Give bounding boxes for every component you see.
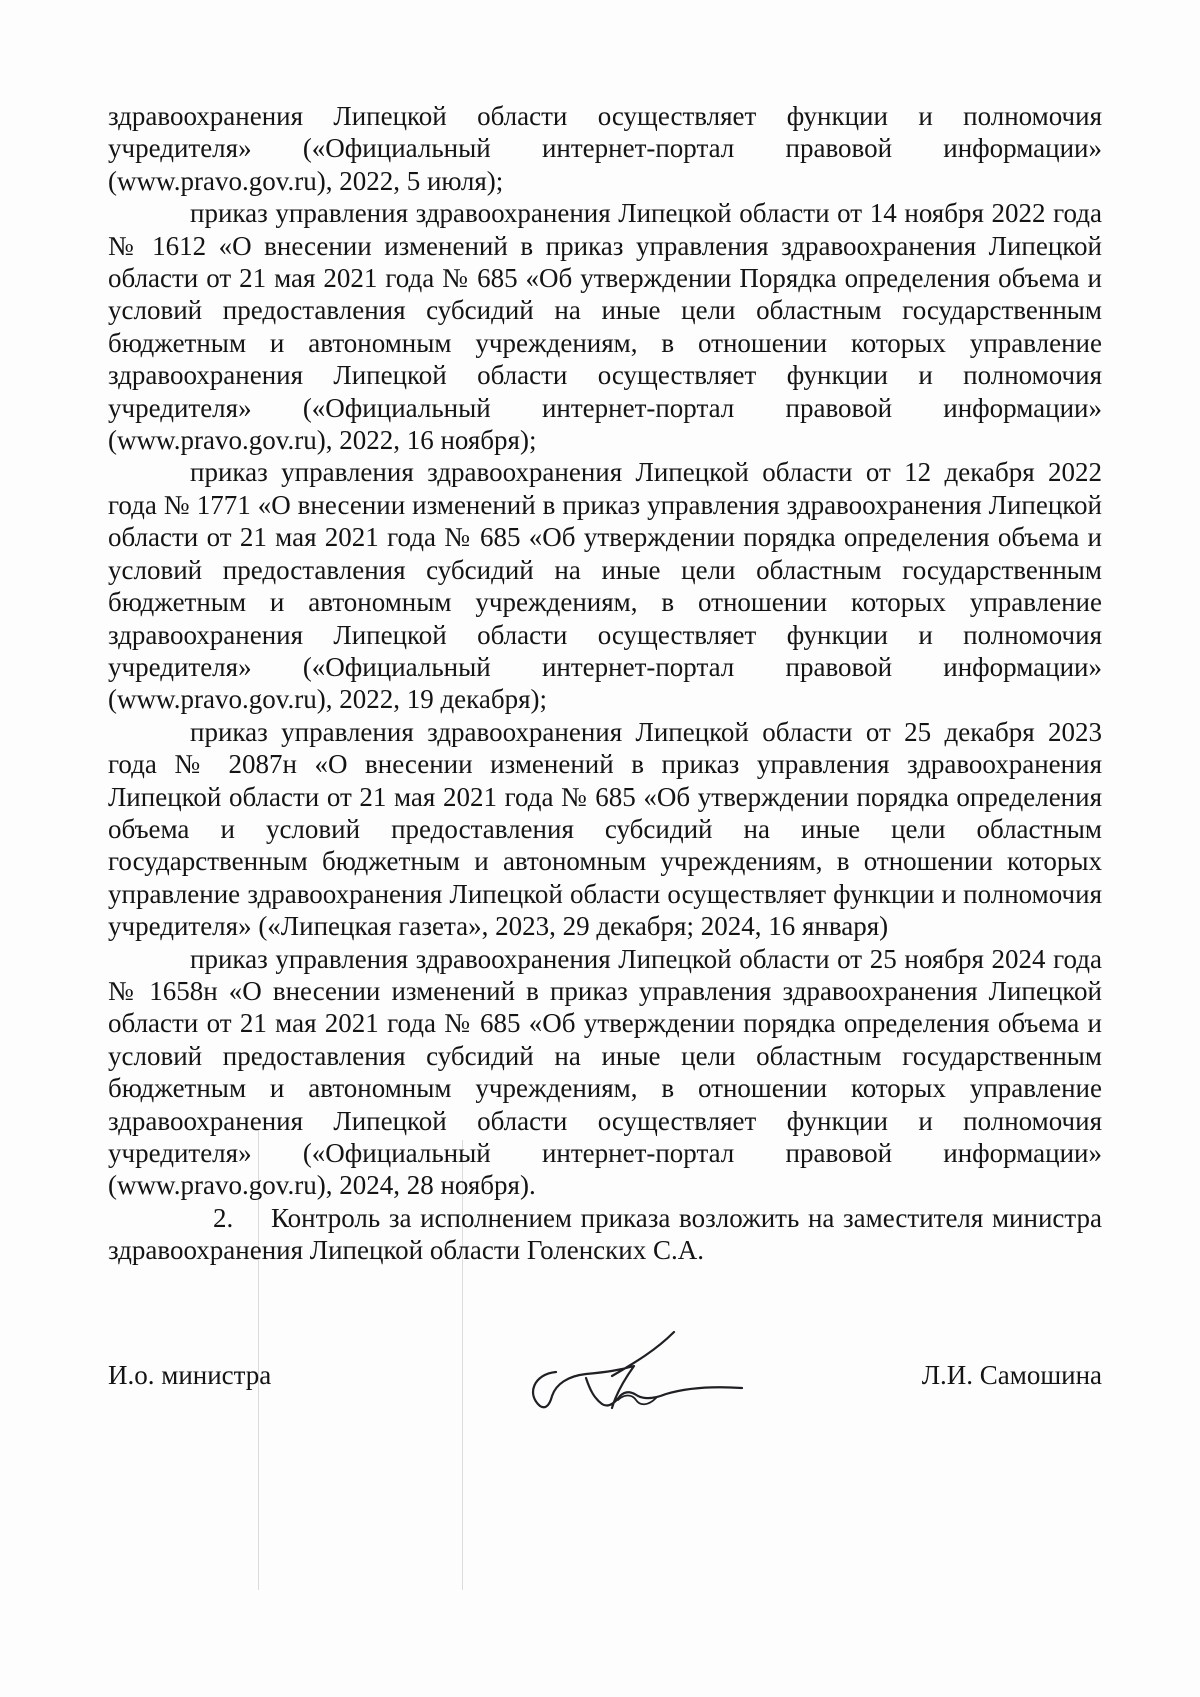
- paragraph-order-1771: приказ управления здравоохранения Липецкой области от 12 декабря 2022 года № 1771 «О внесении изменений в приказ управления здравоохранения Липецкой области от 21 мая 2021 года № 685 «Об утверждении порядка определения объема и условий предоставления субсидий на иные цели областным государственным бюджетным и автономным учреждениям, в отношении которых управление здравоохранения Липецкой области осуществляет функции и полномочия учредителя» («Официальный интернет-портал правовой информации» (www.pravo.gov.ru), 2022, 19 декабря);: [108, 457, 1102, 715]
- document-body: [108, 100, 1102, 1267]
- signatory-role: И.о. министра: [108, 1360, 272, 1390]
- signatory-name: Л.И. Самошина: [921, 1360, 1102, 1390]
- point-number: 2.: [213, 1202, 234, 1233]
- paragraph-order-2087n: приказ управления здравоохранения Липецкой области от 25 декабря 2023 года № 2087н «О внесении изменений в приказ управления здравоохранения Липецкой области от 21 мая 2021 года № 685 «Об утверждении порядка определения объема и условий предоставления субсидий на иные цели областным государственным бюджетным и автономным учреждениям, в отношении которых управление здравоохранения Липецкой области осуществляет функции и полномочия учредителя» («Липецкая газета», 2023, 29 декабря; 2024, 16 января): [108, 716, 1102, 942]
- paragraph-order-1612: приказ управления здравоохранения Липецкой области от 14 ноября 2022 года № 1612 «О внесении изменений в приказ управления здравоохранения Липецкой области от 21 мая 2021 года № 685 «Об утверждении Порядка определения объема и условий предоставления субсидий на иные цели областным государственным бюджетным и автономным учреждениям, в отношении которых управление здравоохранения Липецкой области осуществляет функции и полномочия учредителя» («Официальный интернет-портал правовой информации» (www.pravo.gov.ru), 2022, 16 ноября);: [108, 198, 1102, 456]
- paragraph-order-1658n: приказ управления здравоохранения Липецкой области от 25 ноября 2024 года № 1658н «О внесении изменений в приказ управления здравоохранения Липецкой области от 21 мая 2021 года № 685 «Об утверждении порядка определения объема и условий предоставления субсидий на иные цели областным государственным бюджетным и автономным учреждениям, в отношении которых управление здравоохранения Липецкой области осуществляет функции и полномочия учредителя» («Официальный интернет-портал правовой информации» (www.pravo.gov.ru), 2024, 28 ноября).: [108, 943, 1102, 1201]
- paragraph-point-2: [108, 1202, 1102, 1267]
- point-text: Контроль за исполнением приказа возложить на заместителя министра здравоохранения Липецкой области Голенских С.А.: [108, 1202, 1102, 1266]
- handwritten-signature: [516, 1310, 756, 1420]
- paragraph-continuation: здравоохранения Липецкой области осуществляет функции и полномочия учредителя» («Официальный интернет-портал правовой информации» (www.pravo.gov.ru), 2022, 5 июля);: [108, 101, 1102, 196]
- signature-block: [108, 1360, 1102, 1440]
